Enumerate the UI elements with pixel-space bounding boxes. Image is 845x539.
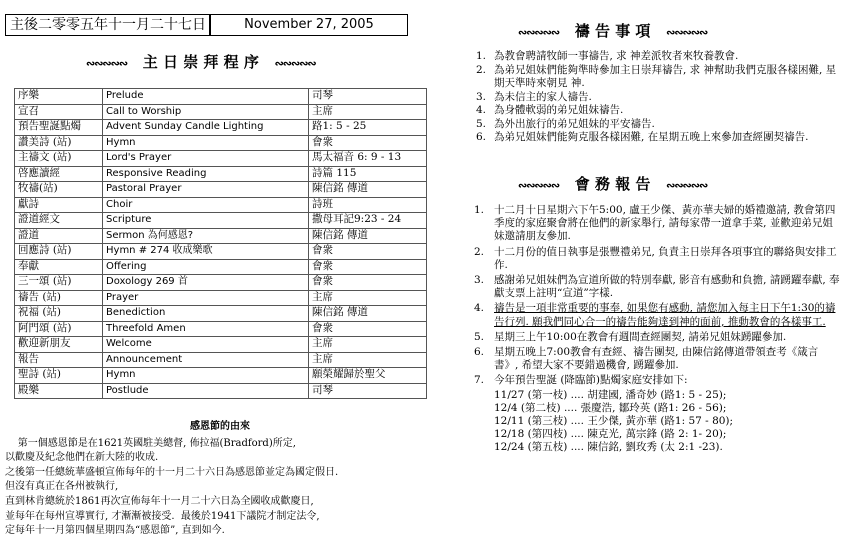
program-item-en: Scripture bbox=[103, 213, 309, 229]
affairs-item bbox=[470, 204, 842, 244]
program-row bbox=[15, 306, 427, 322]
program-item-leader: 陳信銘 傳道 bbox=[309, 306, 427, 322]
affairs-title: 會 務 報 告 bbox=[574, 175, 651, 193]
prayer-item bbox=[470, 64, 842, 91]
program-item-cn: 預告聖誕點燭 bbox=[15, 120, 103, 136]
program-row bbox=[15, 120, 427, 136]
program-item-leader: 路1: 5 - 25 bbox=[309, 120, 427, 136]
item-text: 星期五晚上7:00教會有查經、禱告團契, 由陳信銘傳道帶領查考《箴言書》, 希望大家不要錯過機會, 踴躍參加. bbox=[494, 346, 819, 372]
item-number: 1. bbox=[474, 204, 485, 216]
item-text: 今年預告聖誕 (降臨節)點燭家庭安排如下: bbox=[494, 374, 688, 387]
program-row bbox=[15, 368, 427, 384]
origin-line: 之後第一任總統華盛頓宣佈每年的十一月二十六日為感恩節並定為國定假日. bbox=[5, 466, 339, 478]
item-number: 2. bbox=[476, 63, 487, 76]
affairs-item bbox=[470, 302, 842, 328]
program-item-cn: 牧禱(站) bbox=[15, 182, 103, 198]
program-item-en: Choir bbox=[103, 197, 309, 213]
program-item-leader: 主席 bbox=[309, 352, 427, 368]
item-text: 為身體軟弱的弟兄姐妹禱告. bbox=[494, 104, 624, 116]
program-item-leader: 陳信銘 傳道 bbox=[309, 228, 427, 244]
program-item-cn: 殿樂 bbox=[15, 383, 103, 399]
affairs-item bbox=[470, 346, 842, 372]
program-item-en: Hymn bbox=[103, 135, 309, 151]
ornament-right: ∾∾∾∾∾ bbox=[666, 26, 708, 39]
origin-title: 感恩節的由來 bbox=[190, 421, 250, 432]
program-item-cn: 歡迎新朋友 bbox=[15, 337, 103, 353]
program-item-leader: 陳信銘 傳道 bbox=[309, 182, 427, 198]
program-title: 主 日 崇 拜 程 序 bbox=[142, 53, 259, 71]
advent-entry: 12/11 (第三枝) .... 王少傑, 黃亦華 (路1: 57 - 80); bbox=[494, 415, 734, 428]
program-item-cn: 證道 bbox=[15, 228, 103, 244]
program-row bbox=[15, 228, 427, 244]
program-item-cn: 聖詩 (站) bbox=[15, 368, 103, 384]
item-number: 1. bbox=[476, 50, 487, 62]
prayer-item bbox=[470, 118, 842, 132]
program-item-leader: 司琴 bbox=[309, 383, 427, 399]
program-row bbox=[15, 89, 427, 105]
program-row bbox=[15, 290, 427, 306]
prayer-title: 禱 告 事 項 bbox=[574, 22, 651, 40]
ornament-right: ∾∾∾∾∾ bbox=[274, 57, 316, 70]
program-item-en: Offering bbox=[103, 259, 309, 275]
program-item-cn: 禱告 (站) bbox=[15, 290, 103, 306]
ornament-right: ∾∾∾∾∾ bbox=[666, 179, 708, 192]
origin-line: 第一個感恩節是在1621英國駐美總督, 佈拉福(Bradford)所定, bbox=[5, 437, 296, 449]
affairs-title-row bbox=[518, 173, 707, 194]
prayer-title-row bbox=[518, 20, 707, 41]
program-row bbox=[15, 383, 427, 399]
program-row bbox=[15, 135, 427, 151]
affairs-item bbox=[470, 274, 842, 300]
program-item-en: Postlude bbox=[103, 383, 309, 399]
program-row bbox=[15, 275, 427, 291]
advent-entry: 12/4 (第二枝) .... 張慶浩, 鄒玲英 (路1: 26 - 56); bbox=[494, 401, 727, 414]
program-item-leader: 會衆 bbox=[309, 244, 427, 260]
origin-line: 並每年在每州宣導實行, 才漸漸被接受. 最後於1941下議院才制定法令, bbox=[5, 510, 320, 522]
program-row bbox=[15, 104, 427, 120]
program-item-cn: 三一頌 (站) bbox=[15, 275, 103, 291]
program-item-cn: 祝福 (站) bbox=[15, 306, 103, 322]
program-item-cn: 回應詩 (站) bbox=[15, 244, 103, 260]
program-item-en: Hymn # 274 收成樂歌 bbox=[103, 244, 309, 260]
program-title-row bbox=[86, 51, 316, 72]
item-number: 5. bbox=[476, 117, 487, 130]
program-item-en: Prelude bbox=[103, 89, 309, 105]
prayer-item bbox=[470, 131, 842, 145]
program-item-cn: 讚美詩 (站) bbox=[15, 135, 103, 151]
item-number: 6. bbox=[476, 131, 487, 143]
program-row bbox=[15, 197, 427, 213]
origin-line: 直到林肯總統於1861再次宣佈每年十一月二十六日為全國收成歡慶日, bbox=[5, 495, 314, 507]
program-item-cn: 奉獻 bbox=[15, 259, 103, 275]
program-row bbox=[15, 259, 427, 275]
item-number: 3. bbox=[474, 274, 485, 287]
program-item-leader: 會衆 bbox=[309, 275, 427, 291]
program-item-leader: 主席 bbox=[309, 337, 427, 353]
program-item-leader: 會衆 bbox=[309, 321, 427, 337]
item-text: 十二月十日星期六下午5:00, 盧王少傑、黃亦華夫婦的婚禮邀請, 教會第四季度的家庭聚會將在他們的新家舉行, 請每家帶一道拿手菜, 並歡迎弟兄姐妹邀請朋友參加. bbox=[494, 204, 836, 243]
program-item-en: Threefold Amen bbox=[103, 321, 309, 337]
item-text: 為弟兄姐妹們能夠克服各樣困難, 在星期五晚上來參加查經團契禱告. bbox=[494, 131, 809, 143]
program-item-leader: 主席 bbox=[309, 290, 427, 306]
item-text: 十二月份的值日執事是張豐禮弟兄, 負責主日崇拜各項事宜的聯絡與安排工作. bbox=[494, 245, 837, 271]
program-item-en: Responsive Reading bbox=[103, 166, 309, 182]
program-item-en: Lord's Prayer bbox=[103, 151, 309, 167]
item-text: 為未信主的家人禱告. bbox=[494, 90, 592, 103]
origin-line: 以歡慶及紀念他們在新大陸的收成. bbox=[5, 452, 159, 464]
program-item-leader: 願榮耀歸於聖父 bbox=[309, 368, 427, 384]
program-row bbox=[15, 337, 427, 353]
program-table bbox=[14, 88, 427, 399]
origin-line: 但沒有真正在各州被執行, bbox=[5, 481, 119, 493]
advent-entry: 12/18 (第四枝) .... 陳克光, 萬宗鋒 (路 2: 1- 20); bbox=[494, 428, 727, 441]
date-english: November 27, 2005 bbox=[210, 14, 408, 36]
program-item-cn: 阿門頌 (站) bbox=[15, 321, 103, 337]
affairs-item bbox=[470, 374, 842, 454]
item-text: 感謝弟兄姐妹們為宣道所做的特別奉獻, 影音有感動和負擔, 請踴躍奉獻, 奉獻支票上註明“宣道”字樣. bbox=[494, 274, 840, 300]
program-row bbox=[15, 321, 427, 337]
program-item-leader: 詩班 bbox=[309, 197, 427, 213]
program-item-en: Announcement bbox=[103, 352, 309, 368]
program-row bbox=[15, 182, 427, 198]
program-item-leader: 會衆 bbox=[309, 135, 427, 151]
program-item-leader: 馬太福音 6: 9 - 13 bbox=[309, 151, 427, 167]
program-item-en: Pastoral Prayer bbox=[103, 182, 309, 198]
prayer-item bbox=[470, 104, 842, 118]
affairs-item bbox=[470, 246, 842, 272]
advent-entry: 12/24 (第五枝) .... 陳信銘, 劉玫秀 (太 2:1 -23). bbox=[494, 441, 723, 454]
prayer-item bbox=[470, 50, 842, 64]
program-item-cn: 啓應讀經 bbox=[15, 166, 103, 182]
program-item-en: Doxology 269 首 bbox=[103, 275, 309, 291]
item-number: 4. bbox=[474, 302, 485, 315]
item-text: 為教會聘請牧師一事禱告, 求 神差派牧者來牧養教會. bbox=[494, 50, 739, 62]
program-item-cn: 宣召 bbox=[15, 104, 103, 120]
program-item-cn: 報告 bbox=[15, 352, 103, 368]
program-item-en: Hymn bbox=[103, 368, 309, 384]
program-item-cn: 獻詩 bbox=[15, 197, 103, 213]
program-item-cn: 證道經文 bbox=[15, 213, 103, 229]
program-item-leader: 司琴 bbox=[309, 89, 427, 105]
affairs-item bbox=[470, 331, 842, 344]
item-number: 2. bbox=[474, 245, 485, 258]
origin-line: 定每年十一月第四個星期四為“感恩節”, 直到如今. bbox=[5, 525, 225, 537]
ornament-left: ∾∾∾∾∾ bbox=[86, 57, 128, 70]
item-text: 星期三上午10:00在教會有週間查經團契, 請弟兄姐妹踴躍參加. bbox=[494, 330, 787, 343]
item-text: 禱告是一項非常重要的事奉, 如果您有感動, 請您加入每主日下午1:30的禱告行列. 願我們同心合一的禱告能夠達到神的面前, 推動教會的各樣事工. bbox=[494, 302, 836, 328]
item-text: 為弟兄姐妹們能夠準時參加主日崇拜禱告, 求 神幫助我們克服各樣困難, 星期天準時來朝見 神. bbox=[494, 63, 837, 89]
program-row bbox=[15, 151, 427, 167]
program-row bbox=[15, 244, 427, 260]
advent-schedule bbox=[494, 389, 842, 455]
item-text: 為外出旅行的弟兄姐妹的平安禱告. bbox=[494, 117, 655, 130]
ornament-left: ∾∾∾∾∾ bbox=[518, 179, 560, 192]
program-item-cn: 主禱文 (站) bbox=[15, 151, 103, 167]
program-item-en: Welcome bbox=[103, 337, 309, 353]
affairs-list bbox=[470, 204, 842, 457]
program-row bbox=[15, 166, 427, 182]
item-number: 5. bbox=[474, 330, 485, 343]
program-item-leader: 主席 bbox=[309, 104, 427, 120]
program-item-en: Prayer bbox=[103, 290, 309, 306]
item-number: 3. bbox=[476, 90, 487, 103]
ornament-left: ∾∾∾∾∾ bbox=[518, 26, 560, 39]
item-number: 6. bbox=[474, 346, 485, 359]
item-number: 4. bbox=[476, 104, 487, 116]
program-item-en: Benediction bbox=[103, 306, 309, 322]
prayer-item bbox=[470, 91, 842, 105]
advent-entry: 11/27 (第一枝) .... 胡建國, 潘奇妙 (路1: 5 - 25); bbox=[494, 388, 727, 401]
program-item-leader: 會衆 bbox=[309, 259, 427, 275]
thanksgiving-origin bbox=[5, 420, 435, 539]
prayer-list bbox=[470, 50, 842, 145]
program-row bbox=[15, 213, 427, 229]
program-item-cn: 序樂 bbox=[15, 89, 103, 105]
program-item-en: Sermon 為何感恩? bbox=[103, 228, 309, 244]
date-chinese: 主後二零零五年十一月二十七日 bbox=[5, 14, 210, 36]
item-number: 7. bbox=[474, 374, 485, 387]
program-item-en: Advent Sunday Candle Lighting bbox=[103, 120, 309, 136]
program-item-en: Call to Worship bbox=[103, 104, 309, 120]
program-item-leader: 詩篇 115 bbox=[309, 166, 427, 182]
program-row bbox=[15, 352, 427, 368]
program-item-leader: 撒母耳記9:23 - 24 bbox=[309, 213, 427, 229]
